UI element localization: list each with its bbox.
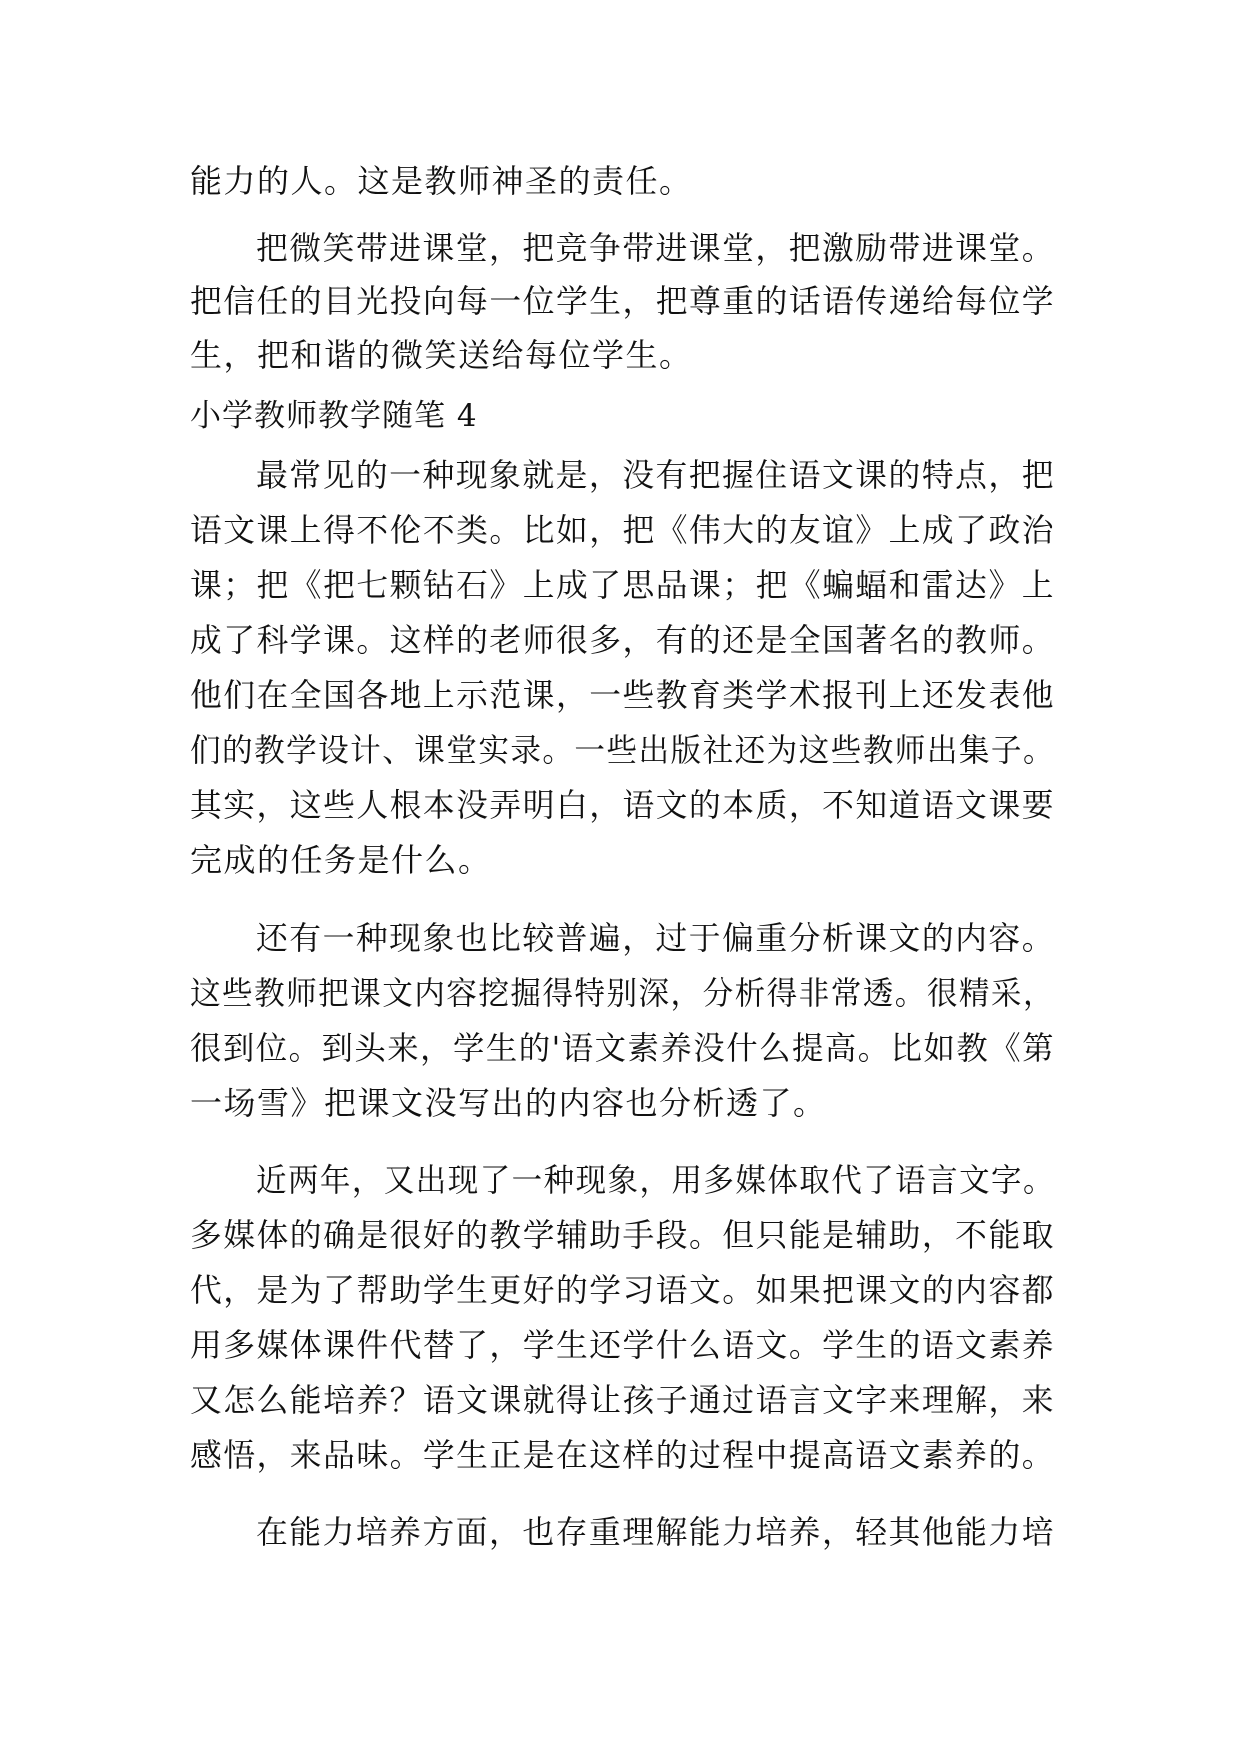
section-heading xyxy=(0,386,1241,446)
text-line xyxy=(0,963,1241,1023)
line-text: 课；把《把七颗钻石》上成了思品课；把《蝙蝠和雷达》上 xyxy=(190,566,1056,604)
line-text: 生，把和谐的微笑送给每位学生。 xyxy=(190,336,693,374)
paragraph-first-line xyxy=(0,445,1241,505)
text-line xyxy=(0,1425,1241,1485)
paragraph-first-line xyxy=(0,1502,1241,1562)
text-line xyxy=(0,271,1241,331)
text-line xyxy=(0,325,1241,385)
line-text: 语文课上得不伦不类。比如，把《伟大的友谊》上成了政治 xyxy=(190,511,1056,549)
line-text: 他们在全国各地上示范课，一些教育类学术报刊上还发表他 xyxy=(190,676,1056,714)
line-text: 还有一种现象也比较普遍，过于偏重分析课文的内容。 xyxy=(256,919,1056,957)
line-text: 这些教师把课文内容挖掘得特别深，分析得非常透。很精采， xyxy=(190,974,1055,1012)
text-line xyxy=(0,1073,1241,1133)
line-text: 感悟，来品味。学生正是在这样的过程中提高语文素养的。 xyxy=(190,1436,1056,1474)
line-text: 又怎么能培养？语文课就得让孩子通过语言文字来理解，来 xyxy=(190,1381,1056,1419)
line-text: 们的教学设计、课堂实录。一些出版社还为这些教师出集子。 xyxy=(190,731,1055,769)
line-text: 多媒体的确是很好的教学辅助手段。但只能是辅助，不能取 xyxy=(190,1216,1056,1254)
line-text: 成了科学课。这样的老师很多，有的还是全国著名的教师。 xyxy=(190,621,1056,659)
paragraph-first-line xyxy=(0,218,1241,278)
text-line xyxy=(0,610,1241,670)
heading-text: 小学教师教学随笔 4 xyxy=(190,398,478,434)
line-text: 最常见的一种现象就是，没有把握住语文课的特点，把 xyxy=(256,456,1056,494)
line-text: 用多媒体课件代替了，学生还学什么语文。学生的语文素养 xyxy=(190,1326,1056,1364)
line-text: 能力的人。这是教师神圣的责任。 xyxy=(190,162,693,200)
text-line xyxy=(0,775,1241,835)
text-line xyxy=(0,1260,1241,1320)
text-line xyxy=(0,665,1241,725)
line-text: 一场雪》把课文没写出的内容也分析透了。 xyxy=(190,1084,827,1122)
text-line xyxy=(0,1315,1241,1375)
text-line xyxy=(0,1370,1241,1430)
text-line xyxy=(0,830,1241,890)
text-line xyxy=(0,720,1241,780)
text-line xyxy=(0,1018,1241,1078)
line-text: 把微笑带进课堂，把竞争带进课堂，把激励带进课堂。 xyxy=(256,229,1056,267)
line-text: 在能力培养方面，也存重理解能力培养，轻其他能力培 xyxy=(256,1513,1056,1551)
line-text: 很到位。到头来，学生的'语文素养没什么提高。比如教《第 xyxy=(190,1029,1056,1067)
text-line xyxy=(0,555,1241,615)
line-text: 近两年，又出现了一种现象，用多媒体取代了语言文字。 xyxy=(256,1161,1055,1199)
line-text: 其实，这些人根本没弄明白，语文的本质，不知道语文课要 xyxy=(190,786,1056,824)
text-line xyxy=(0,500,1241,560)
line-text: 代，是为了帮助学生更好的学习语文。如果把课文的内容都 xyxy=(190,1271,1056,1309)
line-text: 完成的任务是什么。 xyxy=(190,841,492,879)
line-text: 把信任的目光投向每一位学生，把尊重的话语传递给每位学 xyxy=(190,282,1056,320)
text-line xyxy=(0,1205,1241,1265)
paragraph-first-line xyxy=(0,908,1241,968)
text-line xyxy=(0,151,1241,211)
paragraph-first-line xyxy=(0,1150,1241,1210)
